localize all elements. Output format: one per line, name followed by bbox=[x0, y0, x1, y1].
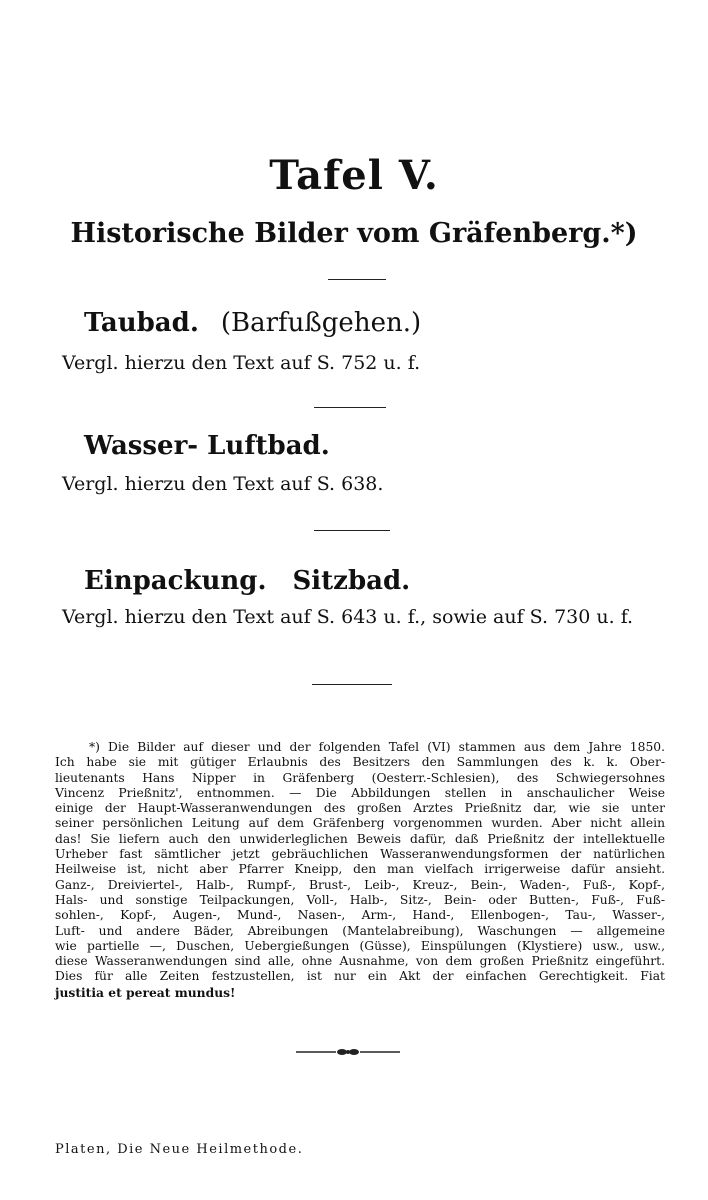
footnote-line: Urheber fast sämtlicher jetzt gebräuchlichen Wasseranwendungsformen der natürlichen bbox=[55, 847, 665, 862]
footnote-line: Luft- und andere Bäder, Abreibungen (Mantelabreibung), Waschungen — allgemeine bbox=[55, 923, 665, 938]
plate-title: Tafel V. bbox=[269, 152, 439, 199]
section-heading-text: Wasser- Luftbad. bbox=[84, 431, 330, 461]
section-heading-wasser-luftbad bbox=[84, 431, 330, 461]
section-heading-text: Taubad. bbox=[84, 308, 199, 338]
footnote-line: Heilweise ist, nicht aber Pfarrer Kneipp, den man vielfach irrigerweise dafür ansieht. bbox=[55, 862, 665, 877]
footnote-line: Ich habe sie mit gütiger Erlaubnis des Besitzers den Sammlungen des k. k. Ober- bbox=[55, 755, 665, 770]
footnote-line: lieutenants Hans Nipper in Gräfenberg (Oesterr.-Schlesien), des Schwiegersohnes bbox=[55, 770, 665, 785]
section-reference: Vergl. hierzu den Text auf S. 752 u. f. bbox=[62, 352, 421, 374]
footnote-line: wie partielle —, Duschen, Uebergießungen (Güsse), Einspülungen (Klystiere) usw., usw., bbox=[55, 938, 665, 953]
footnote-line: Dies für alle Zeiten festzustellen, ist nur ein Akt der einfachen Gerechtigkeit. Fiat bbox=[55, 969, 665, 984]
footnote-line: das! Sie liefern auch den unwiderleglichen Beweis dafür, daß Prießnitz der intellektuelle bbox=[55, 831, 665, 846]
footnote-line: einige der Haupt-Wasseranwendungen des großen Arztes Prießnitz dar, wie sie unter bbox=[55, 801, 665, 816]
divider bbox=[314, 530, 390, 531]
section-heading-taubad bbox=[84, 308, 421, 338]
footnote-line: Vincenz Prießnitz', entnommen. — Die Abbildungen stellen in anschaulicher Weise bbox=[55, 785, 665, 800]
section-reference: Vergl. hierzu den Text auf S. 643 u. f., sowie auf S. 730 u. f. bbox=[62, 606, 634, 628]
section-reference: Vergl. hierzu den Text auf S. 638. bbox=[62, 473, 384, 495]
footnote-line: justitia et pereat mundus! bbox=[55, 984, 236, 1000]
section-heading-text: Einpackung. bbox=[84, 566, 267, 596]
plate-subtitle: Historische Bilder vom Gräfenberg.*) bbox=[70, 218, 638, 249]
footnote-line: *) Die Bilder auf dieser und der folgenden Tafel (VI) stammen aus dem Jahre 1850. bbox=[89, 740, 665, 754]
section-heading-einpackung bbox=[84, 566, 410, 596]
footnote-line: Ganz-, Dreiviertel-, Halb-, Rumpf-, Brust-, Leib-, Kreuz-, Bein-, Waden-, Fuß-, Kopf-, bbox=[55, 877, 665, 892]
footnote bbox=[55, 740, 665, 1000]
footnote-line: diese Wasseranwendungen sind alle, ohne Ausnahme, von dem großen Prießnitz eingeführt. bbox=[55, 954, 665, 969]
section-heading-extra: Sitzbad. bbox=[292, 566, 411, 596]
divider bbox=[312, 684, 392, 685]
book-signature: Platen, Die Neue Heilmethode. bbox=[55, 1142, 304, 1157]
footnote-line: sohlen-, Kopf-, Augen-, Mund-, Nasen-, Arm-, Hand-, Ellenbogen-, Tau-, Wasser-, bbox=[55, 908, 665, 923]
footnote-line: Hals- und sonstige Teilpackungen, Voll-, Halb-, Sitz-, Bein- oder Butten-, Fuß-, Fuß- bbox=[55, 892, 665, 907]
divider bbox=[314, 407, 386, 408]
divider bbox=[328, 279, 386, 280]
footnote-line: seiner persönlichen Leitung auf dem Gräfenberg vorgenommen wurden. Aber nicht allein bbox=[55, 816, 665, 831]
ornament-divider bbox=[296, 1046, 400, 1058]
section-heading-extra: (Barfußgehen.) bbox=[220, 308, 422, 338]
